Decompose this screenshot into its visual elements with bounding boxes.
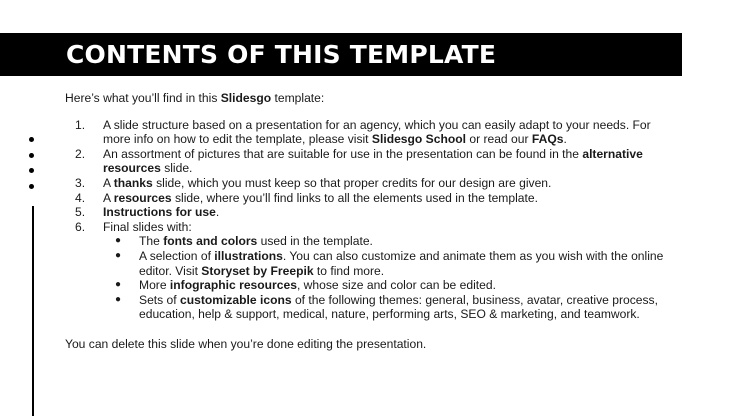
outro-text: You can delete this slide when you’re done editing the presentation. bbox=[65, 336, 427, 351]
decorative-dots bbox=[29, 137, 37, 199]
faqs-link: FAQs bbox=[531, 132, 564, 147]
intro-text: Here’s what you’ll find in this Slidesgo template: bbox=[65, 91, 325, 105]
final-slides-sublist bbox=[103, 234, 675, 322]
slidesgo-school-link: Slidesgo School bbox=[371, 132, 466, 147]
item-number: 6. bbox=[75, 219, 86, 234]
decorative-vertical-line bbox=[32, 206, 34, 416]
dot-icon bbox=[29, 184, 34, 189]
list-item-resources: 4. A resources slide, where you’ll find links to all the elements used in the template. bbox=[75, 190, 538, 205]
list-item-instructions: 5. Instructions for use. bbox=[75, 205, 220, 220]
sublist-item-icons: ● Sets of customizable icons of the following themes: general, business, avatar, creative process, education, help & support, medical, nature, performing arts, SEO & marketing, and teamwork. bbox=[115, 292, 658, 322]
contents-list bbox=[65, 118, 675, 322]
dot-icon bbox=[29, 168, 34, 173]
intro-brand: Slidesgo bbox=[220, 91, 272, 105]
item-number: 4. bbox=[75, 190, 86, 205]
item-number: 2. bbox=[75, 146, 86, 161]
title-bar bbox=[0, 33, 682, 76]
bullet-icon: ● bbox=[115, 293, 122, 305]
sublist-item-illustrations: ● A selection of illustrations. You can also customize and animate them as you wish with the online editor. Visit Storyset by Freepik to find more. bbox=[115, 248, 664, 278]
sublist-item-infographics: ● More infographic resources, whose size and color can be edited. bbox=[115, 278, 496, 293]
item-number: 5. bbox=[75, 205, 86, 220]
list-item-thanks: 3. A thanks slide, which you must keep so that proper credits for our design are given. bbox=[75, 175, 552, 190]
item-number: 3. bbox=[75, 175, 86, 190]
dot-icon bbox=[29, 153, 34, 158]
slide-content bbox=[65, 91, 675, 352]
bullet-icon: ● bbox=[115, 279, 122, 291]
list-item-final-slides: 6. Final slides with: ● The fonts and colors used in the template. ● A selection of illustrations. You can also customize and animate them as you wish with the online editor. Visit Storyset by Freepik to find more. ● More infographic resources, whose size and color can be edited. ● Sets of customizable icons of the following themes: general, business, avatar, creative process, education, help & support, medical, nature, performing arts, SEO & marketing, and teamwork. bbox=[65, 220, 675, 322]
list-item-structure: 1. A slide structure based on a presentation for an agency, which you can easily adapt to your needs. For more info on how to edit the template, please visit Slidesgo School or read our FAQs. bbox=[75, 117, 651, 147]
bullet-icon: ● bbox=[115, 235, 122, 247]
slide-title: CONTENTS OF THIS TEMPLATE bbox=[66, 40, 497, 69]
dot-icon bbox=[29, 137, 34, 142]
bullet-icon: ● bbox=[115, 249, 122, 261]
item-number: 1. bbox=[75, 117, 86, 132]
storyset-link: Storyset by Freepik bbox=[201, 263, 314, 278]
list-item-pictures: 2. An assortment of pictures that are suitable for use in the presentation can be found in the alternative resources slide. bbox=[75, 146, 643, 176]
sublist-item-fonts: ● The fonts and colors used in the template. bbox=[115, 234, 373, 249]
